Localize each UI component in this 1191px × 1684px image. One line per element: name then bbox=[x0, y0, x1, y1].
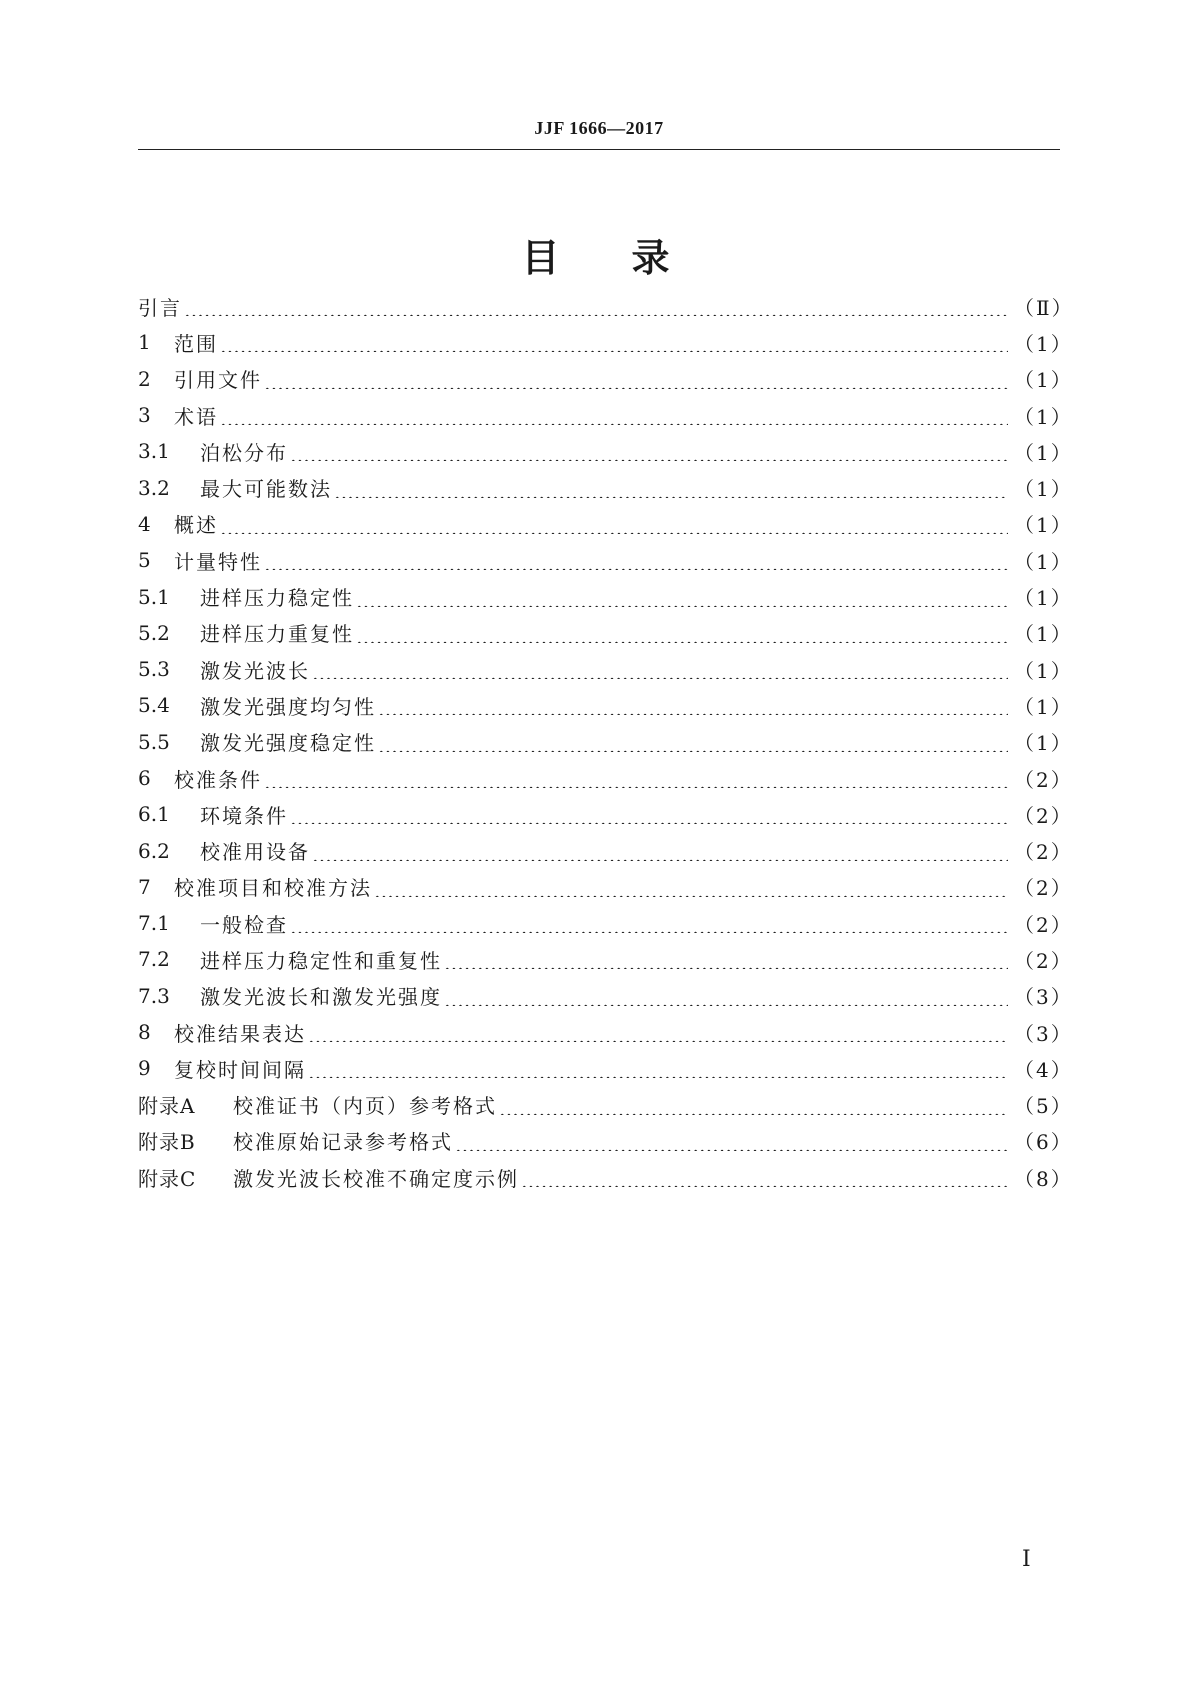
toc-entry-number: 1 bbox=[138, 330, 151, 355]
dot-leader bbox=[455, 1131, 1008, 1151]
page-title: 目录 bbox=[521, 236, 742, 281]
toc-entry[interactable] bbox=[138, 1014, 1073, 1050]
toc-entry-page: （3） bbox=[1014, 1021, 1073, 1046]
toc-entry-page: （2） bbox=[1014, 803, 1073, 828]
toc-entry[interactable] bbox=[138, 1159, 1073, 1195]
toc-entry[interactable] bbox=[138, 469, 1073, 505]
toc-entry-page: （2） bbox=[1014, 948, 1073, 973]
dot-leader bbox=[264, 550, 1008, 570]
toc-entry-title: 校准条件 bbox=[174, 767, 262, 792]
toc-entry-number: 6.2 bbox=[138, 838, 170, 863]
toc-entry-page: （1） bbox=[1014, 513, 1073, 538]
toc-entry-page: （1） bbox=[1014, 440, 1073, 465]
dot-leader bbox=[290, 804, 1008, 824]
dot-leader bbox=[334, 478, 1008, 498]
toc-entry[interactable] bbox=[138, 324, 1073, 360]
dot-leader bbox=[356, 587, 1008, 607]
toc-entry-number: 附录A bbox=[138, 1094, 196, 1119]
toc-entry[interactable] bbox=[138, 1087, 1073, 1123]
toc-entry-number: 9 bbox=[138, 1056, 151, 1081]
toc-entry-page: （1） bbox=[1014, 368, 1073, 393]
toc-entry-number: 4 bbox=[138, 511, 151, 536]
toc-entry[interactable] bbox=[138, 506, 1073, 542]
toc-entry-page: （1） bbox=[1014, 477, 1073, 502]
toc-entry-title: 范围 bbox=[174, 331, 218, 356]
toc-entry-number: 5.2 bbox=[138, 620, 170, 645]
toc-entry-title: 校准结果表达 bbox=[174, 1021, 306, 1046]
toc-entry-title: 校准证书（内页）参考格式 bbox=[233, 1094, 497, 1119]
toc-entry[interactable] bbox=[138, 1050, 1073, 1086]
dot-leader bbox=[378, 732, 1008, 752]
toc-entry-page: （2） bbox=[1014, 840, 1073, 865]
toc-entry-page: （6） bbox=[1014, 1130, 1073, 1155]
toc-entry-page: （1） bbox=[1014, 622, 1073, 647]
toc-entry-page: （1） bbox=[1014, 586, 1073, 611]
toc-entry-number: 附录B bbox=[138, 1130, 196, 1155]
dot-leader bbox=[499, 1095, 1008, 1115]
toc-entry-page: （Ⅱ） bbox=[1014, 295, 1074, 320]
toc-entry[interactable] bbox=[138, 615, 1073, 651]
toc-entry[interactable] bbox=[138, 905, 1073, 941]
toc-entry-title: 泊松分布 bbox=[200, 440, 288, 465]
dot-leader bbox=[312, 659, 1008, 679]
toc-entry[interactable] bbox=[138, 651, 1073, 687]
toc-entry-title: 计量特性 bbox=[174, 549, 262, 574]
toc-entry[interactable] bbox=[138, 724, 1073, 760]
toc-entry-number: 8 bbox=[138, 1020, 151, 1045]
dot-leader bbox=[290, 441, 1008, 461]
toc-entry-title: 校准项目和校准方法 bbox=[174, 876, 372, 901]
toc-entry-page: （5） bbox=[1014, 1094, 1073, 1119]
toc-entry[interactable] bbox=[138, 433, 1073, 469]
toc-entry-title: 引用文件 bbox=[174, 368, 262, 393]
toc-entry-title: 激发光波长 bbox=[200, 658, 310, 683]
toc-entry-title: 激发光波长校准不确定度示例 bbox=[233, 1166, 519, 1191]
toc-entry-page: （1） bbox=[1014, 549, 1073, 574]
toc-entry-number: 7.3 bbox=[138, 983, 170, 1008]
toc-entry-page: （3） bbox=[1014, 985, 1073, 1010]
dot-leader bbox=[220, 514, 1008, 534]
toc-entry-title: 进样压力稳定性 bbox=[200, 586, 354, 611]
toc-entry[interactable] bbox=[138, 760, 1073, 796]
toc-entry-title: 校准原始记录参考格式 bbox=[233, 1130, 453, 1155]
toc-entry-title: 复校时间间隔 bbox=[174, 1057, 306, 1082]
dot-leader bbox=[374, 877, 1008, 897]
toc-entry-title: 引言 bbox=[138, 295, 182, 320]
toc-entry-title: 环境条件 bbox=[200, 803, 288, 828]
toc-entry[interactable] bbox=[138, 869, 1073, 905]
dot-leader bbox=[308, 1058, 1008, 1078]
toc-entry-page: （2） bbox=[1014, 767, 1073, 792]
toc-entry-title: 校准用设备 bbox=[200, 840, 310, 865]
toc-entry[interactable] bbox=[138, 941, 1073, 977]
toc-entry-page: （1） bbox=[1014, 731, 1073, 756]
dot-leader bbox=[444, 949, 1008, 969]
toc-entry[interactable] bbox=[138, 578, 1073, 614]
toc-entry-page: （1） bbox=[1014, 694, 1073, 719]
toc-entry-page: （8） bbox=[1014, 1166, 1073, 1191]
toc-entry-title: 激发光波长和激发光强度 bbox=[200, 985, 442, 1010]
toc-entry-number: 附录C bbox=[138, 1166, 197, 1191]
toc-entry[interactable] bbox=[138, 978, 1073, 1014]
toc-entry-page: （2） bbox=[1014, 876, 1073, 901]
toc-entry-number: 2 bbox=[138, 366, 151, 391]
toc-entry-page: （2） bbox=[1014, 912, 1073, 937]
dot-leader bbox=[264, 369, 1008, 389]
page-number: Ⅰ bbox=[1022, 1546, 1031, 1571]
toc-entry-title: 一般检查 bbox=[200, 912, 288, 937]
toc-entry-number: 3 bbox=[138, 403, 151, 428]
toc-entry-number: 5 bbox=[138, 548, 151, 573]
toc-entry-number: 5.4 bbox=[138, 693, 170, 718]
dot-leader bbox=[444, 986, 1008, 1006]
toc-entry-page: （1） bbox=[1014, 331, 1073, 356]
dot-leader bbox=[290, 913, 1008, 933]
dot-leader bbox=[264, 768, 1008, 788]
toc-entry[interactable] bbox=[138, 832, 1073, 868]
toc-entry-number: 7.2 bbox=[138, 947, 170, 972]
dot-leader bbox=[308, 1022, 1008, 1042]
dot-leader bbox=[184, 296, 1008, 316]
toc-entry-title: 术语 bbox=[174, 404, 218, 429]
toc-entry-page: （1） bbox=[1014, 658, 1073, 683]
toc-entry-page: （4） bbox=[1014, 1057, 1073, 1082]
toc-entry[interactable] bbox=[138, 1123, 1073, 1159]
toc-entry-page: （1） bbox=[1014, 404, 1073, 429]
table-of-contents bbox=[138, 288, 1074, 1195]
dot-leader bbox=[220, 405, 1008, 425]
dot-leader bbox=[521, 1167, 1008, 1187]
header-rule bbox=[138, 149, 1060, 150]
toc-entry-title: 概述 bbox=[174, 513, 218, 538]
toc-entry-title: 进样压力重复性 bbox=[200, 622, 354, 647]
toc-entry[interactable] bbox=[138, 542, 1073, 578]
toc-entry-title: 激发光强度稳定性 bbox=[200, 731, 376, 756]
toc-entry-title: 激发光强度均匀性 bbox=[200, 694, 376, 719]
toc-entry-number: 3.2 bbox=[138, 475, 170, 500]
dot-leader bbox=[378, 695, 1008, 715]
dot-leader bbox=[312, 841, 1008, 861]
toc-entry-number: 7.1 bbox=[138, 911, 170, 936]
toc-entry-number: 5.5 bbox=[138, 729, 170, 754]
toc-entry[interactable] bbox=[138, 361, 1073, 397]
toc-entry[interactable] bbox=[138, 687, 1073, 723]
toc-entry-number: 5.1 bbox=[138, 584, 170, 609]
toc-entry-number: 3.1 bbox=[138, 439, 170, 464]
toc-entry-number: 6 bbox=[138, 766, 151, 790]
toc-entry-number: 6.1 bbox=[138, 802, 170, 827]
toc-entry[interactable] bbox=[138, 796, 1073, 832]
dot-leader bbox=[220, 332, 1008, 352]
toc-entry-number: 5.3 bbox=[138, 657, 170, 682]
dot-leader bbox=[356, 623, 1008, 643]
toc-entry-number: 7 bbox=[138, 874, 151, 899]
toc-entry-title: 进样压力稳定性和重复性 bbox=[200, 948, 442, 973]
toc-entry[interactable] bbox=[138, 288, 1074, 324]
document-code: JJF 1666—2017 bbox=[534, 118, 664, 138]
toc-entry[interactable] bbox=[138, 397, 1073, 433]
toc-entry-title: 最大可能数法 bbox=[200, 477, 332, 502]
